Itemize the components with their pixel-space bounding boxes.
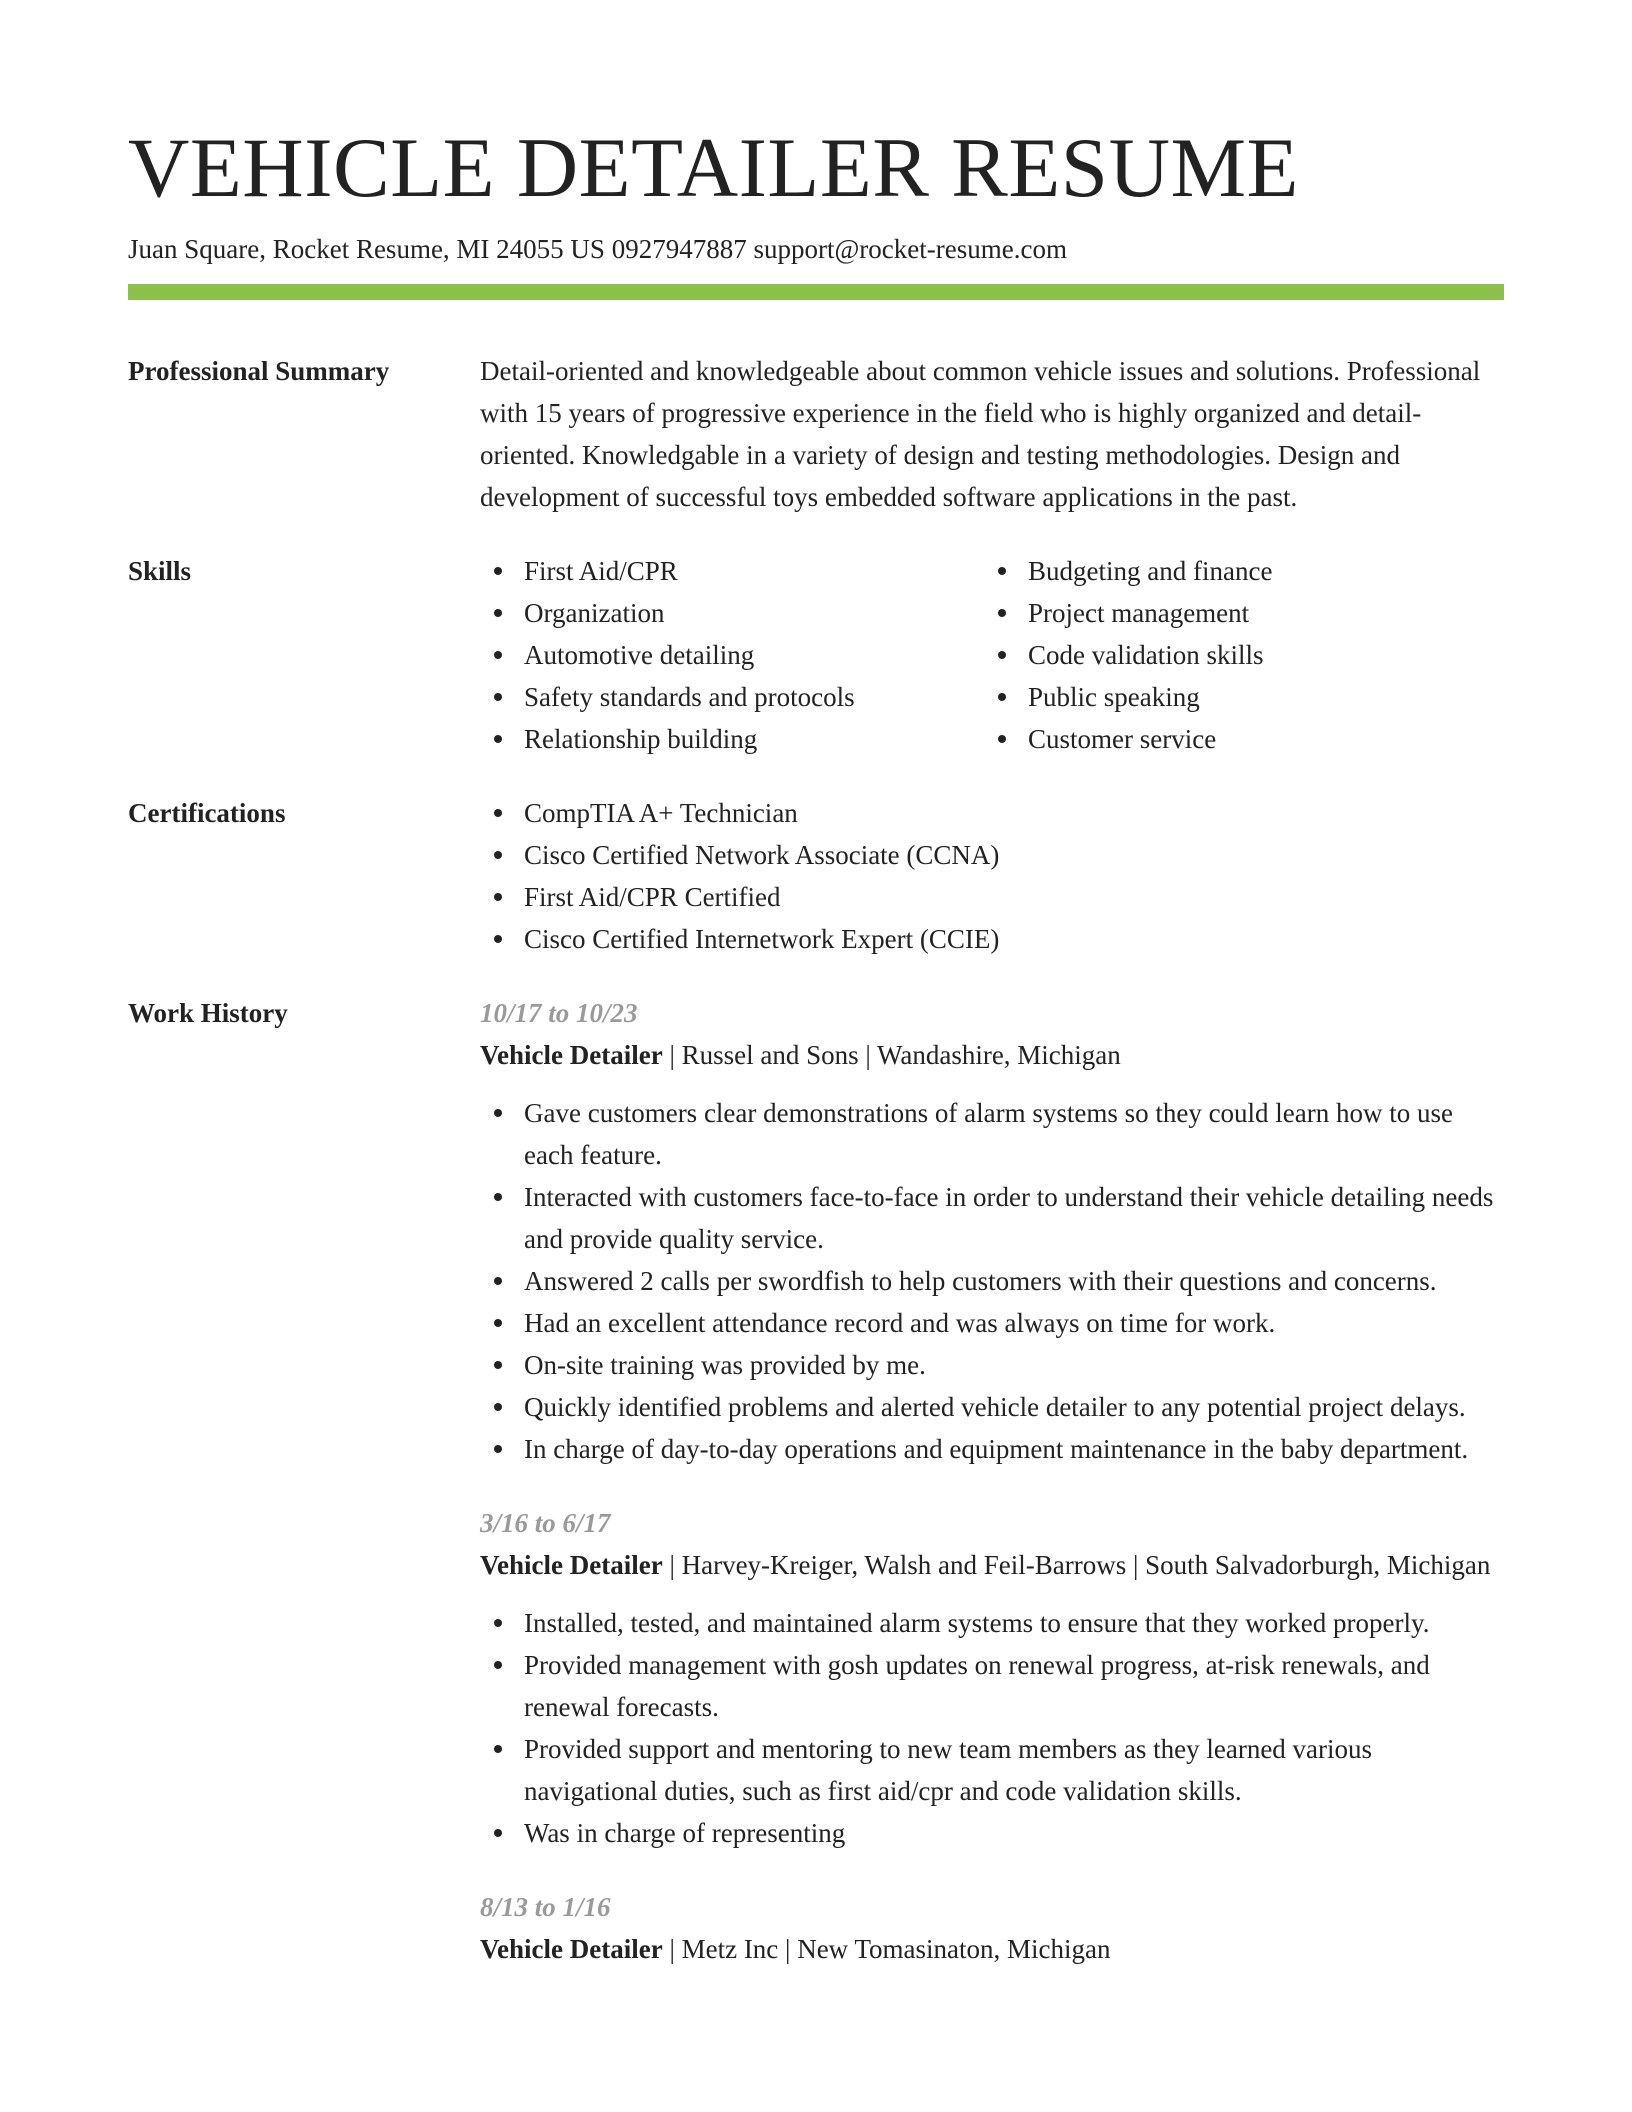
job-details: | Metz Inc | New Tomasinaton, Michigan: [662, 1934, 1111, 1964]
job-bullet: Provided management with gosh updates on renewal progress, at-risk renewals, and renewal forecasts.: [480, 1644, 1504, 1728]
job-title: Vehicle Detailer: [480, 1934, 663, 1964]
skill-item: Relationship building: [480, 718, 984, 760]
certification-item: Cisco Certified Network Associate (CCNA): [480, 834, 1504, 876]
job-dates: 3/16 to 6/17: [480, 1508, 611, 1538]
job-dates: 10/17 to 10/23: [480, 998, 638, 1028]
job-bullet: In charge of day-to-day operations and equipment maintenance in the baby department.: [480, 1428, 1504, 1470]
section-label-summary: Professional Summary: [128, 356, 390, 386]
job-bullet: Provided support and mentoring to new team members as they learned various navigational duties, such as first aid/cpr and code validation skills.: [480, 1728, 1504, 1812]
skills-list-right: [984, 550, 1488, 760]
contact-line: Juan Square, Rocket Resume, MI 24055 US 0927947887 support@rocket-resume.com: [128, 234, 1067, 264]
job-bullet: Interacted with customers face-to-face in order to understand their vehicle detailing needs and provide quality service.: [480, 1176, 1504, 1260]
accent-divider: [128, 284, 1504, 300]
job-dates: 8/13 to 1/16: [480, 1892, 611, 1922]
job-title: Vehicle Detailer: [480, 1550, 663, 1580]
section-label-skills: Skills: [128, 556, 192, 586]
skills-grid: [480, 550, 1504, 760]
job-bullet: Was in charge of representing: [480, 1812, 1504, 1854]
job-bullet: Installed, tested, and maintained alarm systems to ensure that they worked properly.: [480, 1602, 1504, 1644]
work-history-section: [128, 992, 1504, 1970]
work-history-body: [480, 992, 1504, 1970]
certification-item: CompTIA A+ Technician: [480, 792, 1504, 834]
section-label-certifications: Certifications: [128, 798, 286, 828]
skill-item: Code validation skills: [984, 634, 1488, 676]
skill-item: First Aid/CPR: [480, 550, 984, 592]
job-details: | Harvey-Kreiger, Walsh and Feil-Barrows | South Salvadorburgh, Michigan: [662, 1550, 1491, 1580]
job-entry: [480, 1886, 1504, 1970]
summary-section: [128, 350, 1504, 518]
certifications-body: [480, 792, 1504, 960]
skills-list-left: [480, 550, 984, 760]
job-heading: [480, 1544, 1504, 1586]
job-title: Vehicle Detailer: [480, 1040, 663, 1070]
skills-section: [128, 550, 1504, 760]
resume-page: [128, 0, 1504, 1970]
job-bullets: [480, 1092, 1504, 1470]
job-entry: [480, 1502, 1504, 1854]
certification-item: First Aid/CPR Certified: [480, 876, 1504, 918]
certification-item: Cisco Certified Internetwork Expert (CCIE): [480, 918, 1504, 960]
skill-item: Public speaking: [984, 676, 1488, 718]
job-bullet: Answered 2 calls per swordfish to help customers with their questions and concerns.: [480, 1260, 1504, 1302]
job-heading: [480, 1928, 1504, 1970]
job-bullet: Had an excellent attendance record and was always on time for work.: [480, 1302, 1504, 1344]
section-label-work-history: Work History: [128, 998, 288, 1028]
job-bullet: On-site training was provided by me.: [480, 1344, 1504, 1386]
skill-item: Budgeting and finance: [984, 550, 1488, 592]
certifications-section: [128, 792, 1504, 960]
skill-item: Project management: [984, 592, 1488, 634]
skill-item: Automotive detailing: [480, 634, 984, 676]
skill-item: Safety standards and protocols: [480, 676, 984, 718]
job-heading: [480, 1034, 1504, 1076]
job-details: | Russel and Sons | Wandashire, Michigan: [662, 1040, 1121, 1070]
summary-text: Detail-oriented and knowledgeable about common vehicle issues and solutions. Professional with 15 years of progressive experience in the field who is highly organized and detail-oriented. Knowledgable in a variety of design and testing methodologies. Design and development of successful toys embedded software applications in the past.: [480, 356, 1481, 512]
job-bullets: [480, 1602, 1504, 1854]
job-bullet: Gave customers clear demonstrations of alarm systems so they could learn how to use each feature.: [480, 1092, 1504, 1176]
job-entry: [480, 992, 1504, 1470]
skills-body: [480, 550, 1504, 760]
resume-title: VEHICLE DETAILER RESUME: [128, 121, 1299, 215]
certifications-list: [480, 792, 1504, 960]
skill-item: Organization: [480, 592, 984, 634]
job-bullet: Quickly identified problems and alerted vehicle detailer to any potential project delays.: [480, 1386, 1504, 1428]
skill-item: Customer service: [984, 718, 1488, 760]
